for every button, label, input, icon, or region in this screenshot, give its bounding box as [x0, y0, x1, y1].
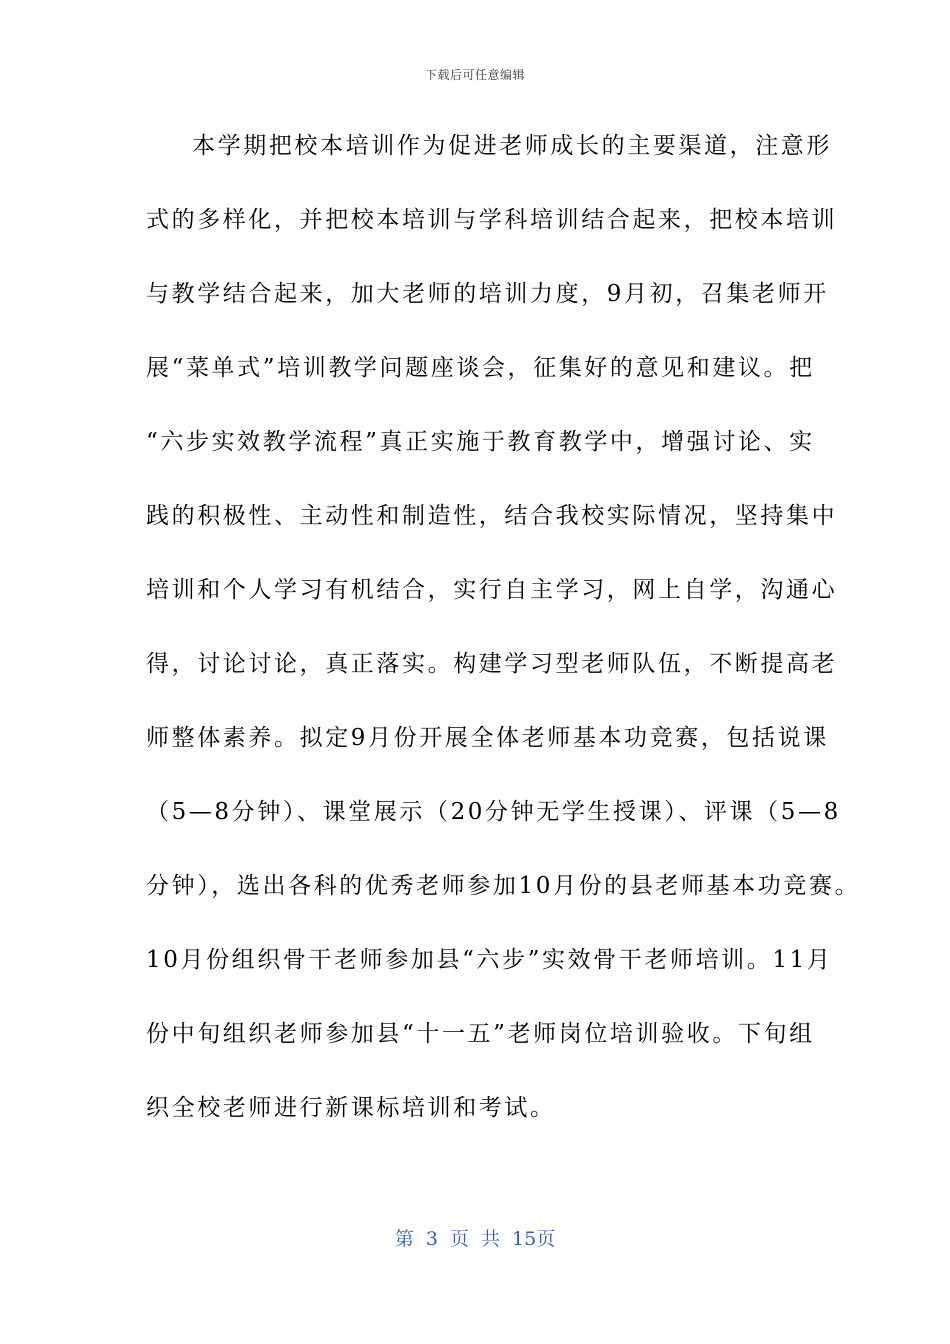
body-text [146, 124, 861, 1160]
body-line: 践的积极性、主动性和制造性，结合我校实际情况，坚持集中 [146, 503, 838, 529]
body-line: 得，讨论讨论，真正落实。构建学习型老师队伍，不断提高老 [146, 651, 838, 677]
body-line: 份中旬组织老师参加县“十一五”老师岗位培训验收。下旬组 [146, 1021, 815, 1047]
body-line: “六步实效教学流程”真正实施于教育教学中，增强讨论、实 [146, 429, 815, 455]
body-line: 织全校老师进行新课标培训和考试。 [146, 1095, 556, 1121]
body-line: 培训和个人学习有机结合，实行自主学习，网上自学，沟通心 [146, 577, 838, 603]
body-line: （5—8分钟）、课堂展示（20分钟无学生授课）、评课（5—8 [146, 799, 841, 825]
body-line: 与教学结合起来，加大老师的培训力度，9月初，召集老师开 [146, 281, 829, 307]
body-line: 本学期把校本培训作为促进老师成长的主要渠道，注意形 [192, 133, 832, 159]
body-line: 式的多样化，并把校本培训与学科培训结合起来，把校本培训 [146, 207, 838, 233]
body-line: 分钟），选出各科的优秀老师参加10月份的县老师基本功竞赛。 [146, 873, 861, 899]
body-line: 师整体素养。拟定9月份开展全体老师基本功竞赛，包括说课 [146, 725, 829, 751]
body-line: 展“菜单式”培训教学问题座谈会，征集好的意见和建议。把 [146, 355, 815, 381]
page-number-footer: 第 3 页 共 15页 [394, 1228, 556, 1250]
header-note: 下载后可任意编辑 [424, 68, 525, 82]
body-line: 10月份组织骨干老师参加县“六步”实效骨干老师培训。11月 [146, 947, 833, 973]
